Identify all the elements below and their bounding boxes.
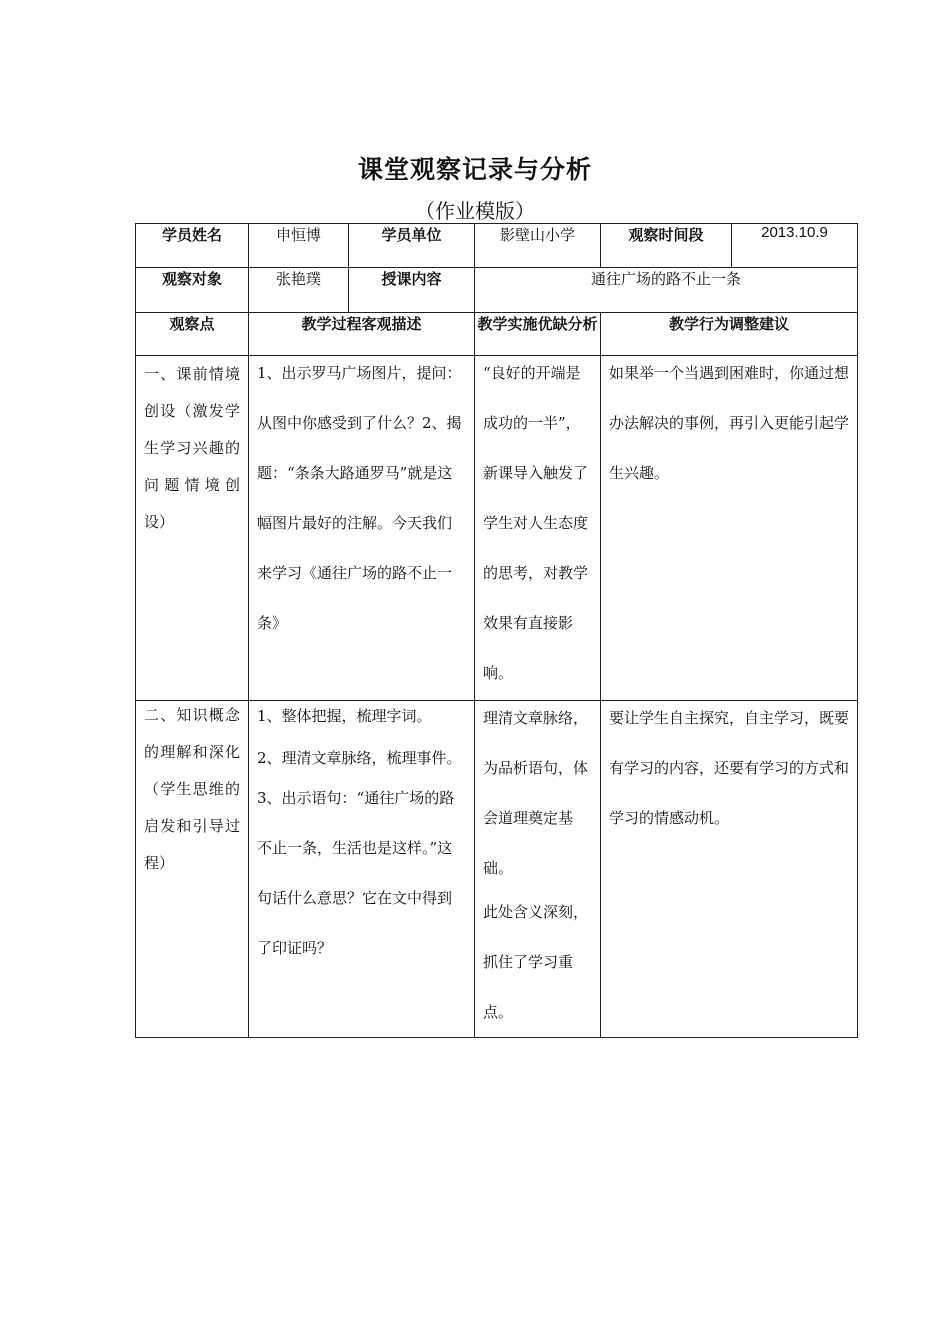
column-header-process: 教学过程客观描述 [249,313,475,356]
lesson-content-label: 授课内容 [349,268,475,313]
row1-suggestion-text: 如果举一个当遇到困难时，你通过想办法解决的事例，再引入更能引起学生兴趣。 [609,364,850,482]
row2-process-line-3: 3、出示语句：“通往广场的路不止一条，生活也是这样。”这句话什么意思？它在文中得到了印证吗？ [257,789,455,957]
row1-analysis [475,356,601,701]
observation-time-label: 观察时间段 [601,224,732,268]
row1-point [136,356,249,701]
student-unit: 影壁山小学 [475,224,601,268]
column-header-suggestion: 教学行为调整建议 [601,313,858,356]
row2-analysis-line-2: 此处含义深刻，抓住了学习重点。 [483,903,589,1021]
row2-process-line-1: 1、整体把握，梳理字词。 [257,707,432,725]
row2-suggestion-text: 要让学生自主探究，自主学习，既要有学习的内容，还要有学习的方式和学习的情感动机。 [609,709,850,827]
row2-process [249,701,475,1038]
page-subtitle: （作业模版） [415,199,535,223]
observation-table [135,223,858,1038]
row1-point-text: 一、课前情境创设（激发学生学习兴趣的问题情境创设） [144,365,240,531]
row2-analysis [475,701,601,1038]
page-title: 课堂观察记录与分析 [357,155,592,184]
observed-teacher: 张艳璞 [249,268,349,313]
row1-suggestion [601,356,858,701]
row2-point-text: 二、知识概念的理解和深化（学生思维的启发和引导过程） [144,706,240,872]
student-name-label: 学员姓名 [136,224,249,268]
row1-analysis-text: “良好的开端是成功的一半”，新课导入触发了学生对人生态度的思考，对教学效果有直接影响。 [483,364,589,682]
column-header-point: 观察点 [136,313,249,356]
observed-teacher-label: 观察对象 [136,268,249,313]
student-unit-label: 学员单位 [349,224,475,268]
column-header-analysis: 教学实施优缺分析 [475,313,601,356]
row2-analysis-line-1: 理清文章脉络，为品析语句，体会道理奠定基础。 [483,709,589,877]
observation-time: 2013.10.9 [732,224,858,268]
row1-process [249,356,475,701]
row2-process-line-2: 2、理清文章脉络，梳理事件。 [257,749,462,767]
student-name: 申恒博 [249,224,349,268]
row2-point [136,701,249,1038]
lesson-content: 通往广场的路不止一条 [475,268,858,313]
row1-process-text: 1、出示罗马广场图片，提问：从图中你感受到了什么？2、揭题：“条条大路通罗马”就是这幅图片最好的注解。今天我们来学习《通往广场的路不止一条》 [257,364,462,632]
row2-suggestion [601,701,858,1038]
